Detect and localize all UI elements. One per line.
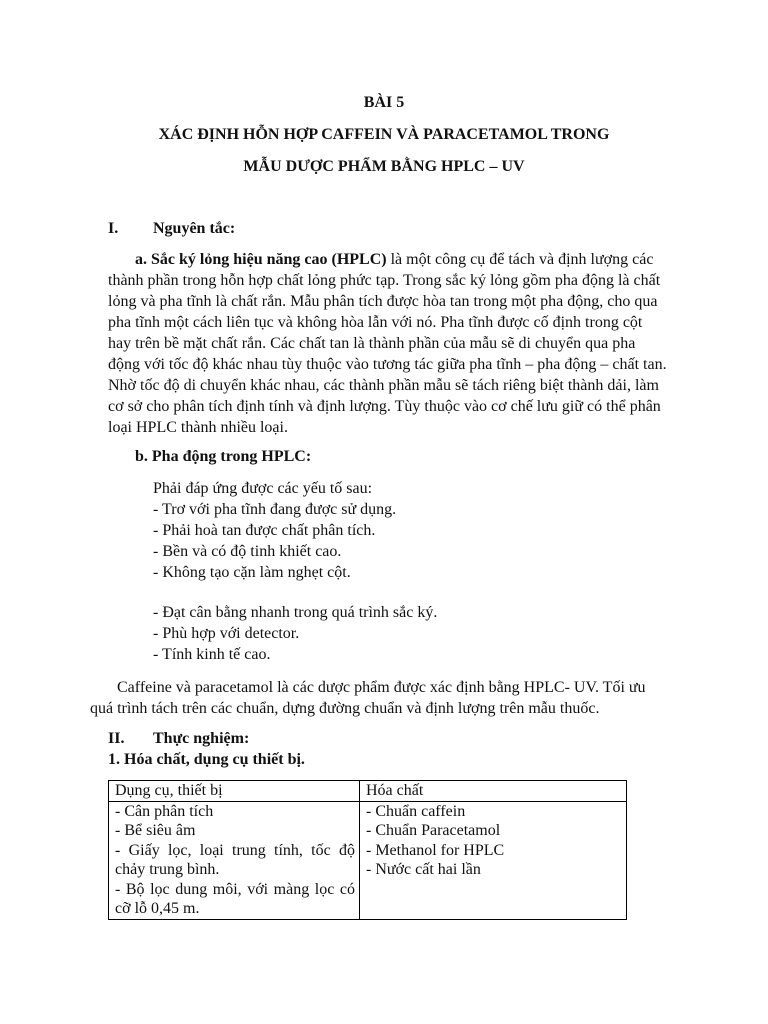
table-row [109, 801, 627, 919]
summary-paragraph [90, 677, 690, 719]
list-item: - Phải hoà tan được chất phân tích. [153, 522, 376, 539]
section1-title: Nguyên tắc: [153, 220, 236, 237]
subsection-1-title: 1. Hóa chất, dụng cụ thiết bị. [108, 751, 305, 768]
list-item: - Giấy lọc, loại trung tính, tốc độ chảy trung bình. [115, 841, 355, 878]
title-line-1: XÁC ĐỊNH HỖN HỢP CAFFEIN VÀ PARACETAMOL TRONG [158, 126, 610, 143]
paragraph-a-line: lỏng và pha tĩnh là chất rắn. Mẫu phân tích được hòa tan trong một pha động, cho qua [108, 293, 658, 310]
list-item: - Methanol for HPLC [366, 841, 505, 859]
paragraph-a-line: loại HPLC thành nhiều loại. [108, 419, 288, 436]
mobile-phase-list-1 [153, 478, 396, 583]
paragraph-a-line: hay trên bề mặt chất rắn. Các chất tan là thành phần của mẫu sẽ di chuyển qua pha [108, 335, 636, 352]
paragraph-a-line: pha tĩnh một cách liên tục và không hòa lẫn với nó. Pha tĩnh được cố định trong cột [108, 314, 643, 331]
list-item: - Trơ với pha tĩnh đang được sử dụng. [153, 501, 397, 518]
equipment-cell [109, 801, 360, 919]
list-item: - Nước cất hai lần [366, 861, 481, 878]
paragraph-a [108, 249, 680, 438]
mobile-phase-list-2 [153, 602, 437, 665]
lesson-number: BÀI 5 [363, 94, 405, 111]
paragraph-a-line: Nhờ tốc độ di chuyển khác nhau, các thành phần mẫu sẽ tách riêng biệt thành dải, làm [108, 377, 659, 394]
equipment-chemicals-table [108, 780, 627, 920]
paragraph-a-label: a. Sắc ký lỏng hiệu năng cao (HPLC) [135, 251, 387, 268]
subsection-b-title: b. Pha động trong HPLC: [135, 448, 312, 465]
list-item: - Không tạo cặn làm nghẹt cột. [153, 564, 351, 581]
list-item: - Bể siêu âm [115, 822, 196, 839]
list-item: - Cân phân tích [115, 802, 214, 820]
table-header-chemicals: Hóa chất [360, 781, 627, 802]
section1-number: I. [108, 220, 119, 237]
list-item: - Phù hợp với detector. [153, 625, 300, 642]
chemicals-cell [360, 801, 627, 919]
paragraph-a-line-1: a. Sắc ký lỏng hiệu năng cao (HPLC) là một công cụ để tách và định lượng các [135, 251, 654, 268]
paragraph-a-line: thành phần trong hỗn hợp chất lỏng phức tạp. Trong sắc ký lỏng gồm pha động là chất [108, 272, 661, 289]
paragraph-a-line: động với tốc độ khác nhau tùy thuộc vào tương tác giữa pha tĩnh – pha động – chất tan. [108, 356, 667, 373]
paragraph-a-line: cơ sở cho phân tích định tính và định lượng. Tùy thuộc vào cơ chế lưu giữ có thể phân [108, 398, 661, 415]
table-header-row [109, 781, 627, 802]
section2-number: II. [108, 730, 125, 747]
list-item: - Đạt cân bằng nhanh trong quá trình sắc ký. [153, 604, 438, 621]
list-intro: Phải đáp ứng được các yếu tố sau: [153, 480, 373, 497]
list-item: - Bền và có độ tinh khiết cao. [153, 543, 342, 560]
list-item: - Tính kinh tế cao. [153, 646, 271, 663]
list-item: - Bộ lọc dung môi, với màng lọc có cỡ lỗ 0,45 m. [115, 880, 355, 917]
list-item: - Chuẩn caffein [366, 802, 466, 820]
list-item: - Chuẩn Paracetamol [366, 822, 501, 839]
section2-title: Thực nghiệm: [153, 730, 250, 747]
summary-line-2: quá trình tách trên các chuẩn, dựng đường chuẩn và định lượng trên mẫu thuốc. [90, 700, 600, 717]
summary-line-1: Caffeine và paracetamol là các dược phẩm được xác định bằng HPLC- UV. Tối ưu [117, 679, 646, 696]
table-header-equipment: Dụng cụ, thiết bị [109, 781, 360, 802]
title-line-2: MẪU DƯỢC PHẨM BẰNG HPLC – UV [243, 158, 525, 175]
